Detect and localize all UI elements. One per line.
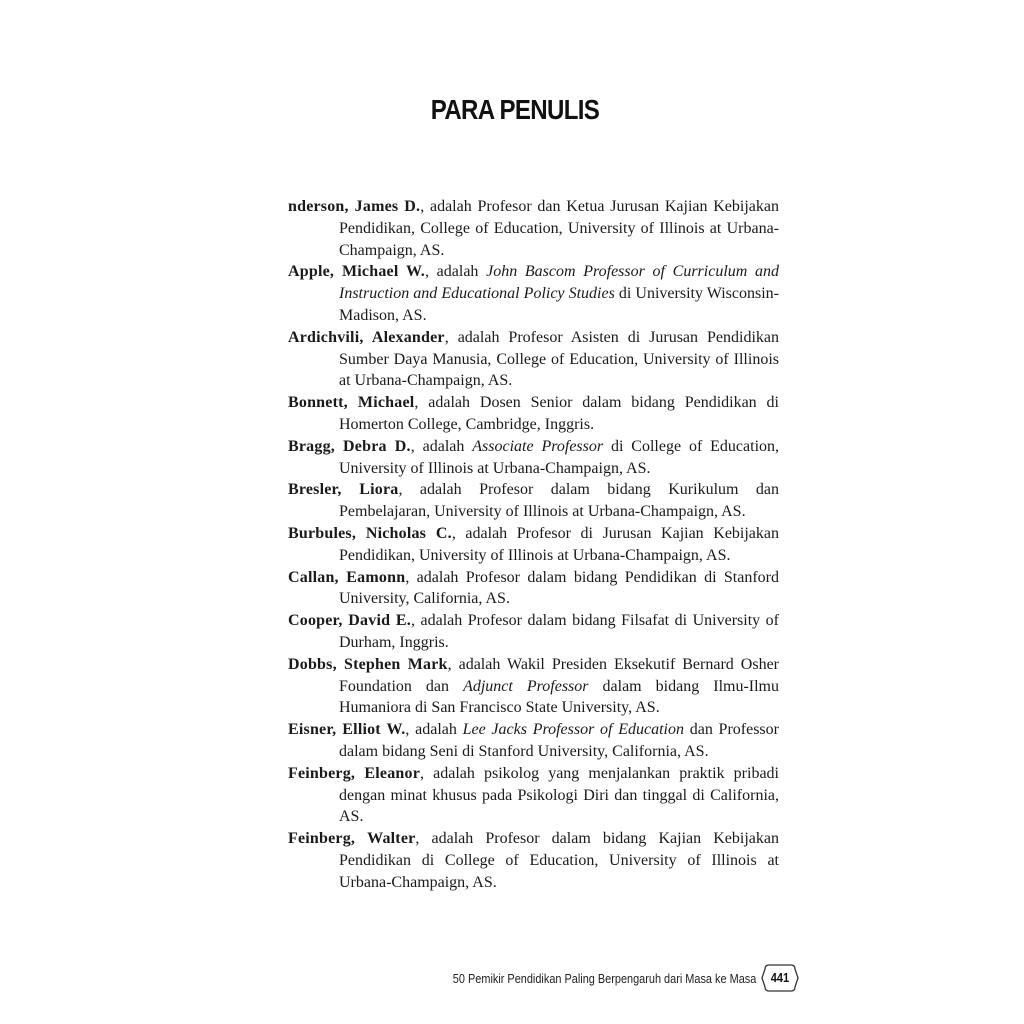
page-footer [395,962,800,994]
author-title-italic: Associate Professor [472,437,604,455]
author-entry [288,436,779,480]
author-list [288,196,779,894]
author-entry [288,763,779,828]
author-description: , adalah [410,437,473,455]
author-description: dalam bidang Ilmu-Ilmu Humaniora di San Francisco State University, AS. [339,677,779,717]
author-name: Feinberg, Walter [288,830,416,848]
author-name: Bonnett, Michael [288,394,415,412]
author-title-italic: Adjunct Professor [463,677,589,695]
author-description: di College of Education, University of Illinois at Urbana-Champaign, AS. [339,437,780,477]
running-footer-title: 50 Pemikir Pendidikan Paling Berpengaruh dari Masa ke Masa [452,970,756,986]
author-name: Eisner, Elliot W. [288,721,406,739]
author-entry [288,196,779,261]
author-name: Callan, Eamonn [288,568,406,586]
author-name: nderson, James D. [288,198,421,215]
author-description: , adalah Profesor dalam bidang Kajian Kebijakan Pendidikan di College of Education, University of Illinois at Urbana-Champaign, AS. [339,830,779,891]
author-description: , adalah Profesor dalam bidang Kurikulum dan Pembelajaran, University of Illinois at Urbana-Champaign, AS. [339,481,779,521]
author-description: di University Wisconsin-Madison, AS. [339,285,779,324]
author-name: Feinberg, Eleanor [288,764,421,782]
author-name: Cooper, David E. [288,612,411,630]
author-description: , adalah Profesor dalam bidang Filsafat di University of Durham, Inggris. [339,612,779,651]
author-entry [288,261,779,326]
author-description: , adalah Wakil Presiden Eksekutif Bernard Osher Foundation dan [339,655,779,695]
author-name: Ardichvili, Alexander [288,328,445,346]
author-name: Bragg, Debra D. [288,437,411,455]
author-description: , adalah Profesor dalam bidang Pendidikan di Stanford University, California, AS. [339,568,779,608]
author-entry [288,567,779,611]
author-description: dan Professor dalam bidang Seni di Stanford University, California, AS. [339,721,779,760]
author-entry [288,828,779,893]
author-description: , adalah Dosen Senior dalam bidang Pendidikan di Homerton College, Cambridge, Inggris. [339,394,780,433]
author-description: , adalah [425,263,487,281]
author-name: Dobbs, Stephen Mark [288,655,448,673]
author-title-italic: John Bascom Professor of Curriculum and Instruction and Educational Policy Studies [339,263,780,303]
author-description: , adalah Profesor Asisten di Jurusan Pendidikan Sumber Daya Manusia, College of Education, University of Illinois at Urbana-Champaign, AS. [339,328,779,390]
author-entry [288,523,779,567]
author-entry [288,392,779,436]
author-name: Burbules, Nicholas C. [288,524,452,542]
author-name: Bresler, Liora [288,481,399,499]
author-name: Apple, Michael W. [288,263,425,281]
page-number-badge [760,962,800,994]
author-entry [288,610,779,654]
author-description: , adalah [405,721,463,739]
author-entry [288,719,779,763]
author-entry [288,327,779,392]
author-title-italic: Lee Jacks Professor of Education [462,721,684,739]
page-title: PARA PENULIS [430,94,600,125]
page-number: 441 [770,970,790,985]
author-description: , adalah Profesor di Jurusan Kajian Kebijakan Pendidikan, University of Illinois at Urbana-Champaign, AS. [339,524,780,564]
author-description: , adalah psikolog yang menjalankan praktik pribadi dengan minat khusus pada Psikologi Diri dan tinggal di California, AS. [339,764,779,826]
author-entry [288,654,779,719]
author-entry [288,479,779,523]
author-description: , adalah Profesor dan Ketua Jurusan Kajian Kebijakan Pendidikan, College of Education, University of Illinois at Urbana-Champaign, AS. [339,198,779,259]
